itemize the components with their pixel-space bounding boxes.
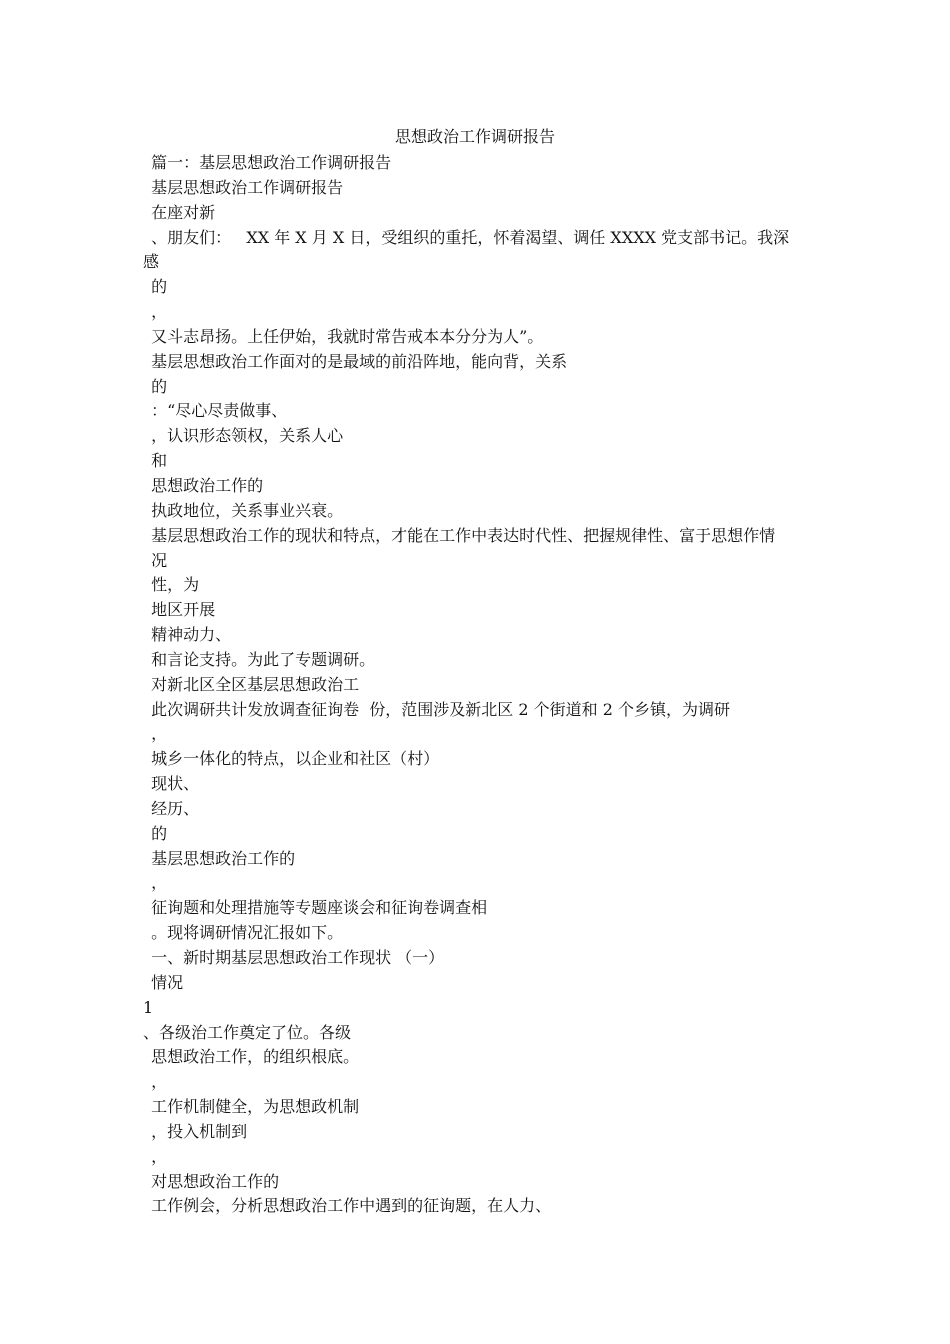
body-line: 对新北区全区基层思想政治工: [146, 674, 360, 694]
body-line: 和言论支持。为此了专题调研。: [146, 649, 376, 669]
body-line: ，: [146, 873, 168, 893]
body-line: 工作机制健全，为思想政机制: [146, 1097, 360, 1117]
body-line: 思想政治工作的: [146, 475, 264, 495]
body-line: 和: [146, 451, 168, 471]
body-line: 基层思想政治工作调研报告: [146, 177, 344, 197]
body-line: ，: [146, 1072, 168, 1092]
body-line: 经历、: [146, 798, 200, 818]
document-body: [143, 151, 816, 1219]
body-line: 征询题和处理措施等专题座谈会和征询卷调查相: [146, 898, 488, 918]
body-line: ，投入机制到: [146, 1121, 248, 1141]
body-line: 的: [146, 376, 168, 396]
body-line: 1: [143, 997, 154, 1017]
body-line: 、朋友们： XX 年 X 月 X 日，受组织的重托，怀着渴望、调任 XXXX 党支部书记。我深: [146, 227, 790, 247]
body-line: ：“尽心尽责做事、: [146, 401, 288, 421]
body-line: 一、新时期基层思想政治工作现状 （一）: [146, 948, 445, 967]
body-line: 基层思想政治工作的现状和特点，才能在工作中表达时代性、把握规律性、富于思想作情: [146, 525, 776, 545]
body-line: 思想政治工作，的组织根底。: [146, 1047, 360, 1067]
body-line: 在座对新: [146, 202, 216, 222]
body-line: 基层思想政治工作的: [146, 848, 296, 868]
body-line: 工作例会，分析思想政治工作中遇到的征询题，在人力、: [146, 1196, 552, 1216]
body-line: 现状、: [146, 774, 200, 794]
body-line: ，: [146, 1146, 168, 1166]
body-line: ，认识形态领权，关系人心: [146, 426, 344, 446]
body-line: 的: [146, 823, 168, 843]
body-line: 地区开展: [146, 600, 216, 620]
body-line: 对思想政治工作的: [146, 1171, 280, 1191]
body-line: 性，为: [146, 575, 200, 595]
body-line: 精神动力、: [146, 625, 232, 645]
body-line: 又斗志昂扬。上任伊始，我就时常告戒本本分分为人”。: [146, 326, 544, 346]
body-line: 篇一：基层思想政治工作调研报告: [146, 153, 392, 172]
body-line: 的: [146, 277, 168, 297]
body-line: 感: [143, 252, 160, 272]
body-line: 。现将调研情况汇报如下。: [146, 923, 344, 943]
body-line: 基层思想政治工作面对的是最域的前沿阵地，能向背，关系: [146, 351, 568, 371]
body-line: 况: [146, 550, 168, 570]
document-title: 思想政治工作调研报告: [394, 127, 555, 146]
body-line: 、各级治工作奠定了位。各级: [143, 1022, 352, 1042]
body-line: 此次调研共计发放调查征询卷 份，范围涉及新北区 2 个街道和 2 个乡镇，为调研: [146, 699, 730, 719]
body-line: ，: [146, 302, 168, 322]
body-line: 城乡一体化的特点，以企业和社区（村）: [146, 749, 440, 769]
body-line: 情况: [146, 972, 184, 992]
body-line: 执政地位，关系事业兴衰。: [146, 500, 344, 520]
body-line: ，: [146, 724, 168, 744]
